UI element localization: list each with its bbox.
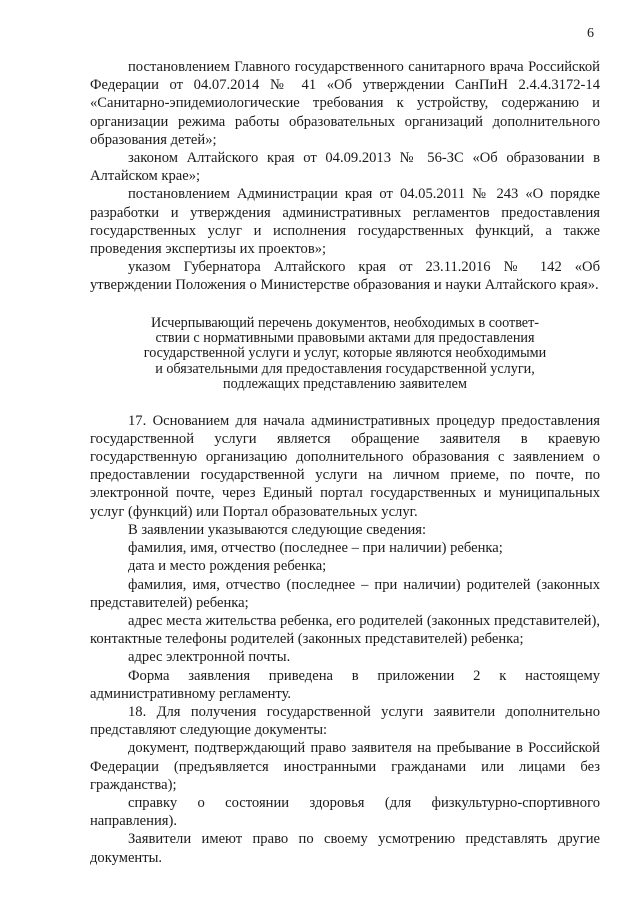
paragraph-18: 18. Для получения государственной услуги заявители дополнительно представляют следующие документы: [90,703,600,739]
paragraph-sanpin: постановлением Главного государственного санитарного врача Российской Федерации от 04.07.2014 № 41 «Об утверждении СанПиН 2.4.4.3172-14 «Санитарно-эпидемиологические требования к устройству, содержанию и организации режима работы образовательных организаций дополнительного образования детей»; [90,59,600,148]
page-number: 6 [587,26,594,41]
paragraph-other-documents: Заявители имеют право по своему усмотрению представлять другие документы. [90,831,600,866]
paragraph-application-info: В заявлении указываются следующие сведения: [128,521,427,538]
paragraph-education-law: законом Алтайского края от 04.09.2013 № 56-ЗС «Об образовании в Алтайском крае»; [90,150,600,185]
heading-line: подлежащих представлению заявителем [223,376,467,393]
list-item-residence-document: документ, подтверждающий право заявителя на пребывание в Российской Федерации (предъявляется иностранными гражданами или лицами без гражданства); [90,740,600,793]
paragraph-administration-resolution: постановлением Администрации края от 04.05.2011 № 243 «О порядке разработки и утверждения административных регламентов предоставления государственных услуг и исполнения государственных функций, а также проведения экспертизы их проектов»; [90,186,600,258]
section-heading [90,316,600,393]
list-item-child-name: фамилия, имя, отчество (последнее – при наличии) ребенка; [128,540,503,557]
paragraph-governor-decree: указом Губернатора Алтайского края от 23.11.2016 № 142 «Об утверждении Положения о Министерстве образования и науки Алтайского края». [90,259,600,294]
paragraph-form-appendix: Форма заявления приведена в приложении 2 к настоящему административному регламенту. [90,667,600,702]
paragraph-17: 17. Основанием для начала административных процедур предоставления государственной услуги является обращение заявителя в краевую государственную организацию дополнительного образования с заявлением о предоставлении государственной услуги на личном приеме, по почте, по электронной почте, через Единый портал государственных и муниципальных услуг (функций) или Портал образовательных услуг. [90,412,600,520]
heading-line: Исчерпывающий перечень документов, необходимых в соответ- [150,314,540,331]
heading-line: ствии с нормативными правовыми актами для предоставления [155,330,535,347]
heading-line: и обязательными для предоставления государственной услуги, [155,360,535,377]
list-item-parents-name: фамилия, имя, отчество (последнее – при наличии) родителей (законных представителей) ребенка; [90,576,600,611]
list-item-birth: дата и место рождения ребенка; [128,558,327,575]
heading-line: государственной услуги и услуг, которые являются необходимыми [143,345,547,362]
list-item-email: адрес электронной почты. [128,649,291,666]
document-body [90,58,600,867]
list-item-address: адрес места жительства ребенка, его родителей (законных представителей), контактные телефоны родителей (законных представителей) ребенка; [90,612,600,648]
list-item-health-certificate: справку о состоянии здоровья (для физкультурно-спортивного направления). [90,794,600,830]
